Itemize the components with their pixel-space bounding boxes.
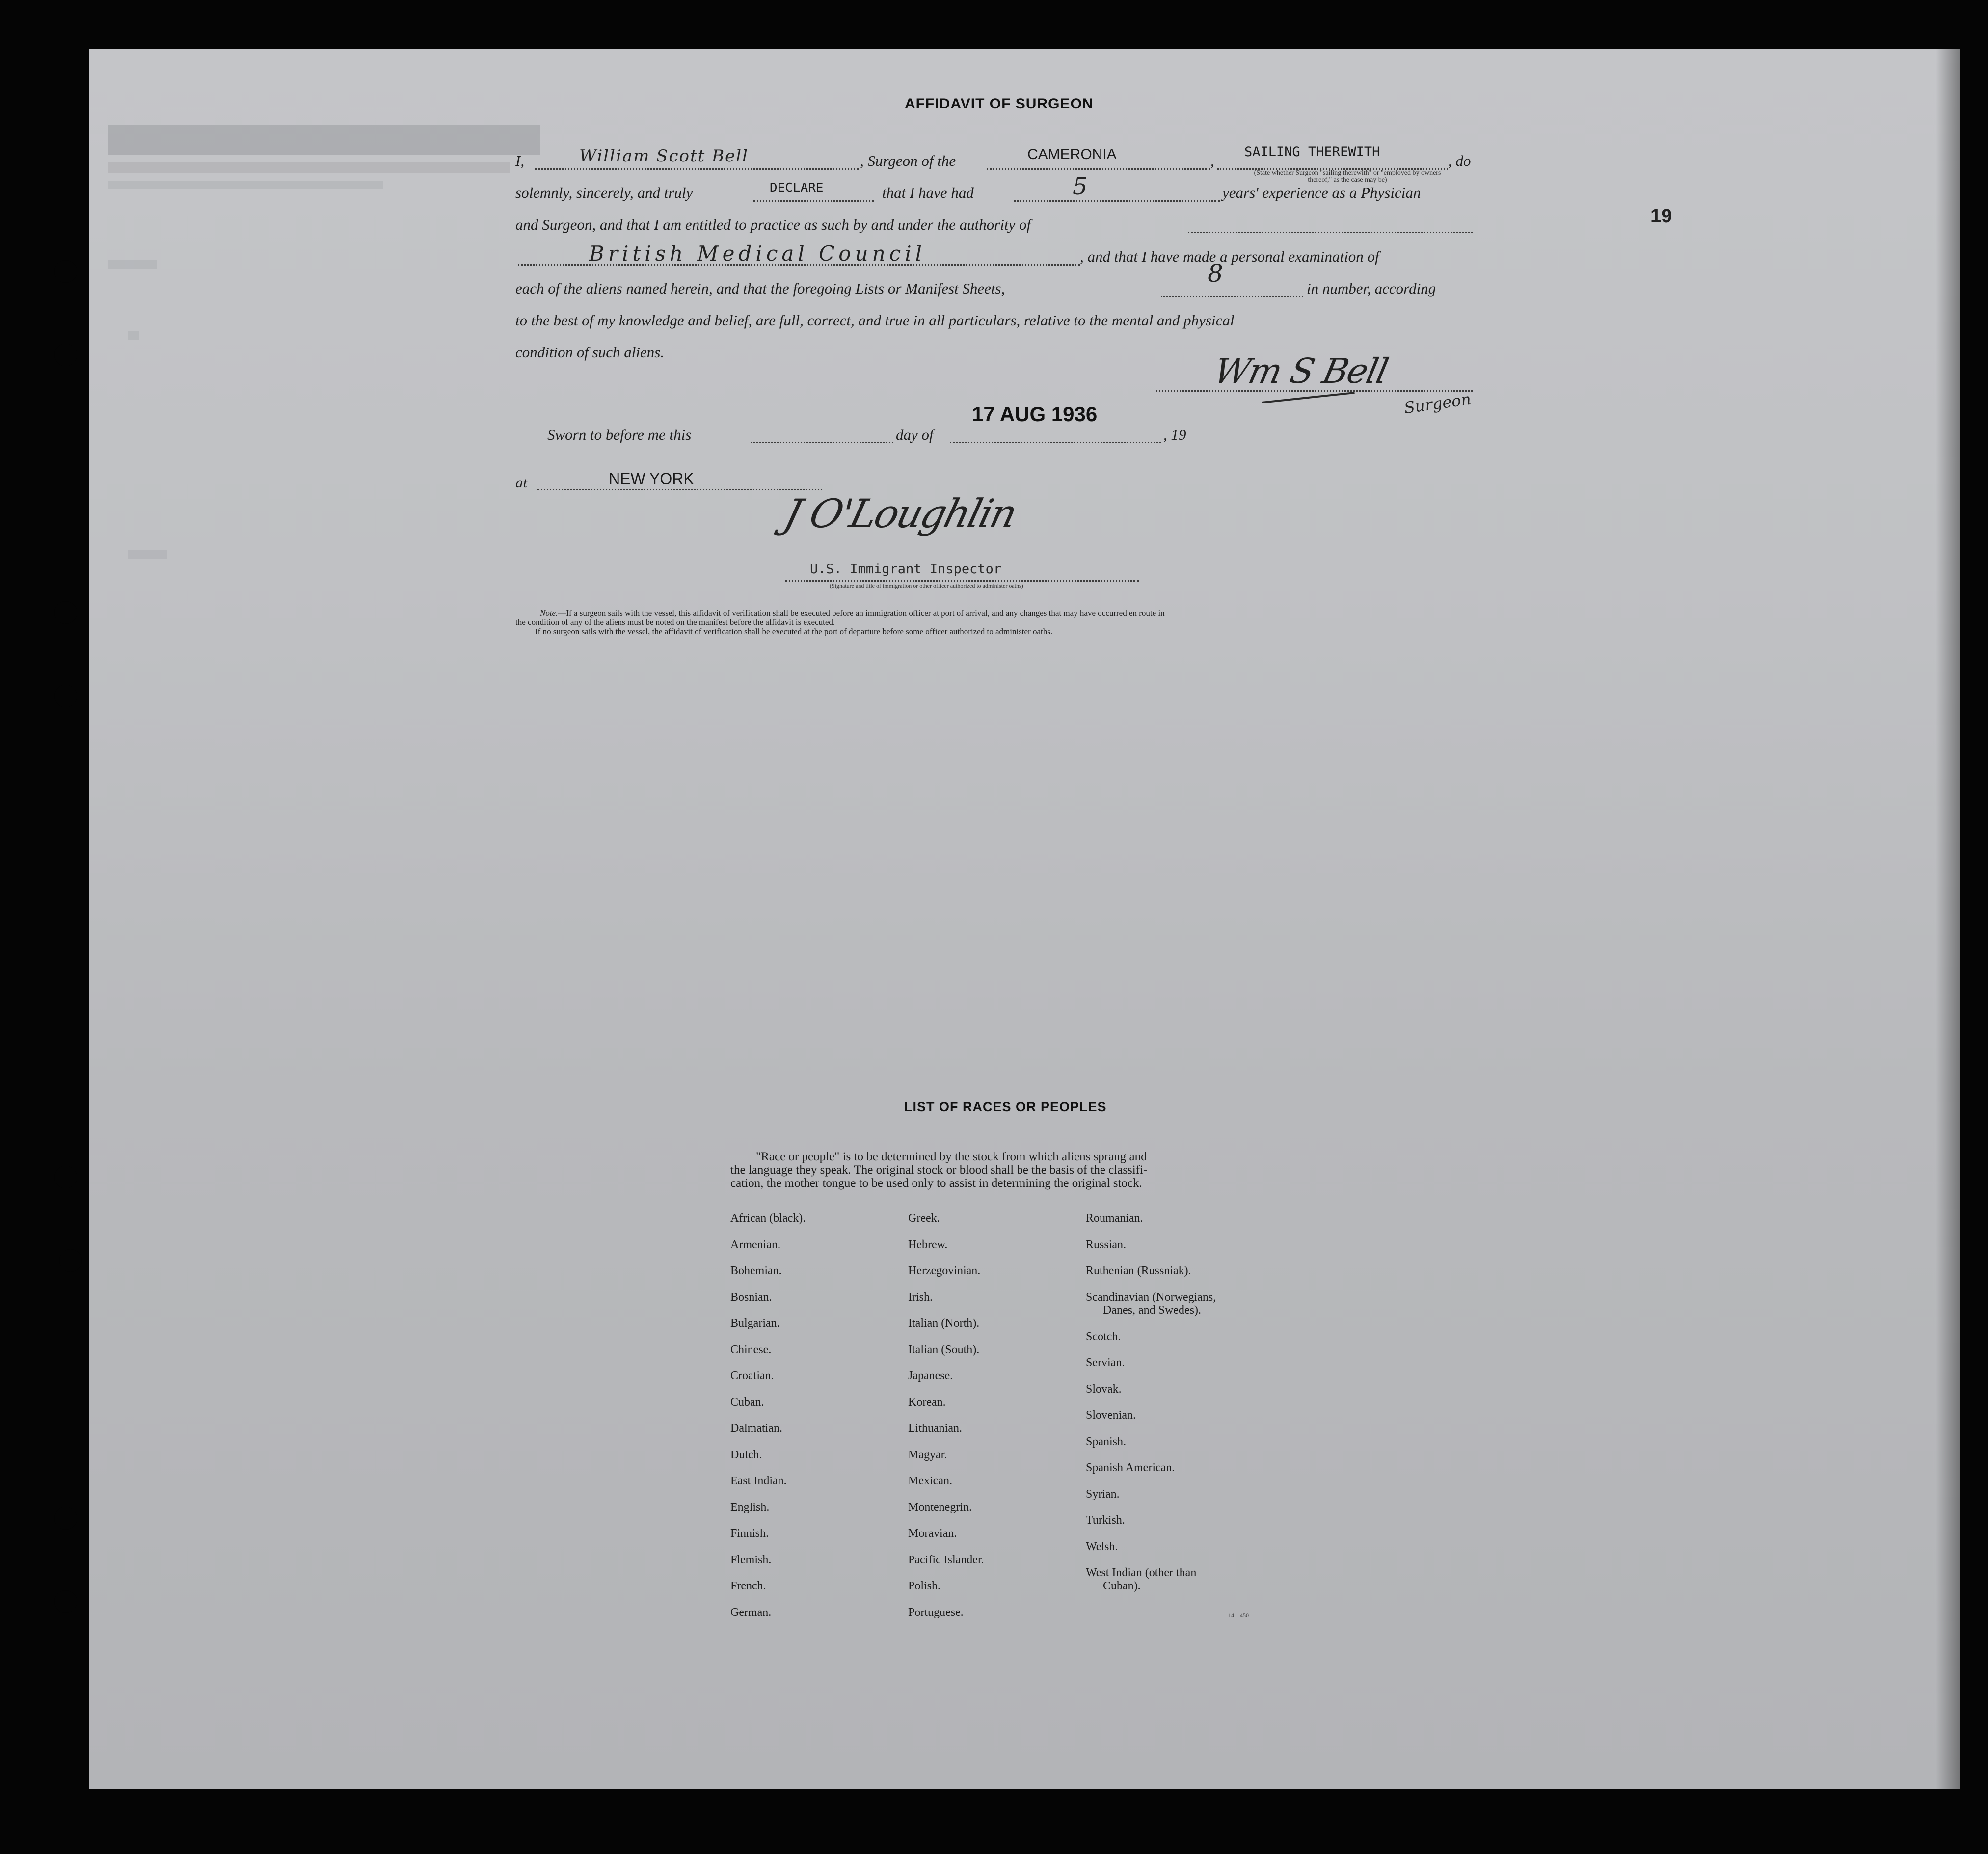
vessel-field-line	[987, 168, 1210, 170]
race-list-item: Moravian.	[908, 1527, 957, 1540]
bleed-through-mark	[128, 550, 167, 559]
race-list-item: Armenian.	[730, 1238, 780, 1251]
note-line2: the condition of any of the aliens must be noted on the manifest before the affidavit is executed.	[515, 618, 835, 627]
bleed-through-mark	[108, 260, 157, 269]
line3: and Surgeon, and that I am entitled to practice as such by and under the authority of	[515, 216, 1031, 233]
bleed-through-mark	[108, 181, 383, 189]
line5-suffix: in number, according	[1307, 280, 1436, 297]
race-list-item: Servian.	[1086, 1356, 1125, 1369]
race-list-item: East Indian.	[730, 1475, 787, 1487]
race-list-item: Ruthenian (Russniak).	[1086, 1264, 1191, 1277]
race-list-item: Korean.	[908, 1396, 946, 1409]
punch-hole	[54, 344, 77, 366]
bleed-through-mark	[108, 162, 510, 173]
line4-suffix: , and that I have made a personal examination of	[1080, 248, 1379, 265]
punch-hole	[59, 1249, 82, 1272]
race-list-item: Slovak.	[1086, 1383, 1122, 1396]
day-field-line	[751, 442, 893, 443]
race-list-item: French.	[730, 1580, 766, 1592]
race-list-item: African (black).	[730, 1212, 806, 1225]
race-list-item: Croatian.	[730, 1370, 774, 1382]
race-list-item: Cuban.	[730, 1396, 764, 1409]
month-field-line	[950, 442, 1161, 443]
document-page	[89, 49, 1960, 1789]
race-list-item: English.	[730, 1501, 770, 1514]
race-list-item: Flemish.	[730, 1554, 772, 1566]
place-field-line	[537, 489, 822, 490]
races-intro-line3: cation, the mother tongue to be used only to assist in determining the original stock.	[730, 1177, 1142, 1190]
line2-mid: that I have had	[882, 184, 974, 201]
race-list-item: Japanese.	[908, 1370, 953, 1382]
race-list-item: Italian (North).	[908, 1317, 980, 1330]
race-list-item: West Indian (other than	[1086, 1566, 1197, 1579]
line1-mid: , Surgeon of the	[860, 152, 956, 169]
inspector-signature: J O'Loughlin	[779, 491, 1021, 537]
line1-prefix: I,	[515, 152, 525, 169]
declare-typed: DECLARE	[770, 181, 824, 195]
line2-prefix: solemnly, sincerely, and truly	[515, 184, 693, 201]
punch-hole	[54, 1590, 77, 1613]
race-list-item: Bulgarian.	[730, 1317, 780, 1330]
year-prefix: , 19	[1163, 426, 1186, 443]
race-list-item: Irish.	[908, 1291, 933, 1304]
race-list-item: Herzegovinian.	[908, 1264, 981, 1277]
years-handwritten: 5	[1073, 173, 1088, 200]
comma: ,	[1210, 152, 1214, 169]
note-line3: If no surgeon sails with the vessel, the affidavit of verification shall be executed at the port of departure before some officer authorized to administer oaths.	[535, 627, 1053, 636]
race-list-item: Spanish American.	[1086, 1461, 1175, 1474]
race-list-item: Chinese.	[730, 1343, 772, 1356]
years-field-line	[1014, 200, 1220, 202]
page-number: 19	[1650, 205, 1672, 227]
bleed-through-mark	[128, 331, 139, 340]
punch-hole	[54, 1507, 77, 1530]
line2-suffix: years' experience as a Physician	[1222, 184, 1421, 201]
race-list-item: Hebrew.	[908, 1238, 948, 1251]
race-list-item: Montenegrin.	[908, 1501, 972, 1514]
race-list-item: Scotch.	[1086, 1330, 1121, 1343]
race-list-item: Bosnian.	[730, 1291, 772, 1304]
date-stamp: 17 AUG 1936	[972, 403, 1098, 426]
line1-suffix: , do	[1448, 152, 1471, 169]
race-list-item: Pacific Islander.	[908, 1554, 984, 1566]
punch-hole	[54, 1166, 77, 1188]
form-number: 14—450	[1228, 1612, 1249, 1619]
punch-hole	[54, 685, 77, 707]
status-note: (State whether Surgeon "sailing therewith" or "employed by owners thereof," as the case may be)	[1254, 169, 1441, 184]
surgeon-signature: Wm S Bell	[1210, 351, 1392, 391]
races-title: LIST OF RACES OR PEOPLES	[904, 1100, 1107, 1114]
race-list-item: Russian.	[1086, 1238, 1127, 1251]
race-list-item: Mexican.	[908, 1475, 952, 1487]
affidavit-title: AFFIDAVIT OF SURGEON	[905, 96, 1094, 112]
at-label: at	[515, 474, 528, 491]
note-line1	[540, 608, 1165, 618]
sworn-prefix: Sworn to before me this	[547, 426, 692, 443]
race-list-item: Polish.	[908, 1580, 941, 1592]
race-list-item: Italian (South).	[908, 1343, 980, 1356]
inspector-signature-line	[785, 580, 1139, 582]
race-list-item: Welsh.	[1086, 1540, 1118, 1553]
surgeon-name-handwritten: William Scott Bell	[579, 146, 749, 166]
surgeon-status: SAILING THEREWITH	[1244, 144, 1380, 160]
race-list-item: Danes, and Swedes).	[1103, 1304, 1201, 1317]
inspector-title: U.S. Immigrant Inspector	[810, 562, 1002, 577]
line7: condition of such aliens.	[515, 344, 665, 361]
authority-field-line-a	[1188, 232, 1473, 233]
surgeon-label-handwritten: Surgeon	[1403, 389, 1473, 418]
race-list-item: Bohemian.	[730, 1264, 782, 1277]
line6: to the best of my knowledge and belief, are full, correct, and true in all particulars, relative to the mental and physical	[515, 312, 1235, 329]
race-list-item: Finnish.	[730, 1527, 769, 1540]
line5-prefix: each of the aliens named herein, and that the foregoing Lists or Manifest Sheets,	[515, 280, 1005, 297]
punch-hole	[54, 601, 77, 624]
surgeon-signature-line	[1156, 390, 1473, 392]
race-list-item: Roumanian.	[1086, 1212, 1143, 1225]
race-list-item: Dalmatian.	[730, 1422, 782, 1435]
note-line1-text: —If a surgeon sails with the vessel, this affidavit of verification shall be executed before an immigration officer at port of arrival, and any changes that may have occurred en route in	[558, 608, 1165, 618]
races-intro-line2: the language they speak. The original stock or blood shall be the basis of the classifi-	[730, 1163, 1148, 1177]
vessel-name: CAMERONIA	[1027, 146, 1117, 162]
race-list-item: Portuguese.	[908, 1606, 964, 1619]
inspector-caption: (Signature and title of immigration or other officer authorized to administer oaths)	[830, 582, 1023, 589]
race-list-item: Spanish.	[1086, 1435, 1127, 1448]
race-list-item: Magyar.	[908, 1449, 947, 1461]
race-list-item: Cuban).	[1103, 1580, 1141, 1592]
races-intro-line1: "Race or people" is to be determined by the stock from which aliens sprang and	[756, 1150, 1147, 1163]
race-list-item: Slovenian.	[1086, 1409, 1136, 1422]
day-of-label: day of	[896, 426, 934, 443]
race-list-item: Turkish.	[1086, 1514, 1125, 1527]
sheets-handwritten: 8	[1208, 259, 1223, 288]
race-list-item: Dutch.	[730, 1449, 762, 1461]
place-typed: NEW YORK	[609, 470, 694, 487]
race-list-item: German.	[730, 1606, 772, 1619]
sheets-field-line	[1161, 296, 1303, 297]
name-field-line	[535, 168, 859, 170]
punch-hole	[54, 260, 77, 283]
race-list-item: Scandinavian (Norwegians,	[1086, 1291, 1216, 1304]
bleed-through-mark	[108, 125, 540, 155]
race-list-item: Greek.	[908, 1212, 940, 1225]
declare-field-line	[753, 200, 874, 202]
authority-handwritten: British Medical Council	[589, 242, 926, 266]
race-list-item: Lithuanian.	[908, 1422, 962, 1435]
race-list-item: Syrian.	[1086, 1488, 1120, 1501]
note-label: Note.	[540, 608, 558, 618]
